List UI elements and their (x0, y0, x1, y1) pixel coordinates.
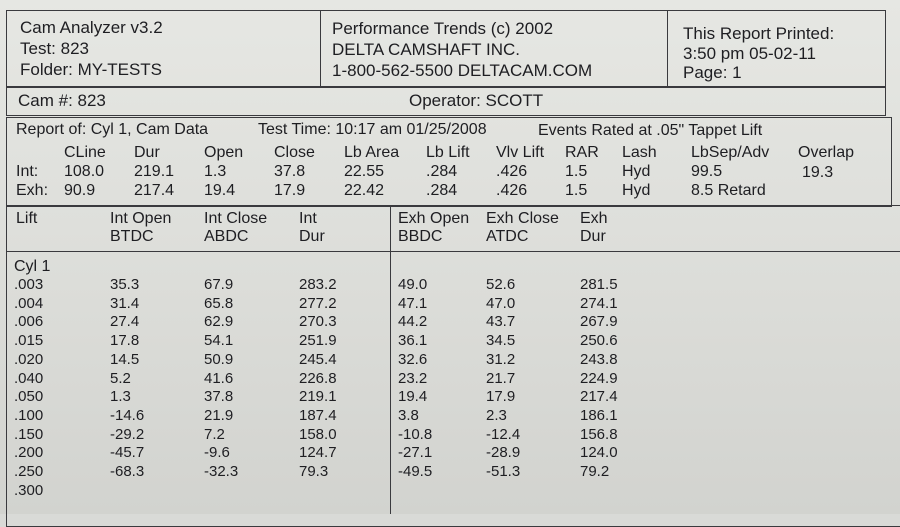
folder-name: Folder: MY-TESTS (20, 60, 163, 79)
table-header-rule (7, 251, 900, 252)
table-col-header: Int Close (204, 210, 268, 227)
table-col-subheader: ATDC (486, 228, 529, 245)
table-cell: 36.1 (398, 332, 428, 349)
table-cell: -29.2 (110, 426, 145, 443)
table-cell: 219.1 (299, 388, 337, 405)
lift-value: .300 (14, 482, 44, 499)
table-cell: 243.8 (580, 351, 618, 368)
int-value: Hyd (622, 163, 651, 180)
exh-value: 17.9 (274, 182, 306, 199)
printed-time: 3:50 pm 05-02-11 (683, 44, 816, 63)
lift-value: .040 (14, 370, 44, 387)
table-col-header: Exh (580, 210, 608, 227)
table-cell: 50.9 (204, 351, 234, 368)
table-cell: 31.2 (486, 351, 516, 368)
lift-value: .020 (14, 351, 44, 368)
table-cell: 62.9 (204, 313, 234, 330)
table-col-subheader: BBDC (398, 228, 443, 245)
int-row-label: Int: (16, 163, 39, 180)
table-cell: 19.4 (398, 388, 428, 405)
table-col-header: Exh Close (486, 210, 559, 227)
company-line-2: DELTA CAMSHAFT INC. (332, 40, 520, 59)
table-cell: 186.1 (580, 407, 618, 424)
table-cell: 65.8 (204, 295, 234, 312)
lift-value: .150 (14, 426, 44, 443)
table-col-header: Lift (16, 210, 38, 227)
table-cell: 23.2 (398, 370, 428, 387)
table-cell: 158.0 (299, 426, 337, 443)
table-cell: 187.4 (299, 407, 337, 424)
table-col-subheader: BTDC (110, 228, 154, 245)
table-cell: 67.9 (204, 276, 234, 293)
table-cell: -27.1 (398, 444, 433, 461)
table-cell: 43.7 (486, 313, 516, 330)
table-cell: 14.5 (110, 351, 140, 368)
int-exh-divider (390, 206, 391, 514)
lift-value: .006 (14, 313, 44, 330)
table-cell: 5.2 (110, 370, 131, 387)
app-name: Cam Analyzer v3.2 (20, 18, 163, 37)
table-cell: -49.5 (398, 463, 433, 480)
lift-value: .015 (14, 332, 44, 349)
table-cell: 47.1 (398, 295, 428, 312)
table-cell: -9.6 (204, 444, 230, 461)
table-cell: 124.0 (580, 444, 618, 461)
table-cell: 79.2 (580, 463, 610, 480)
company-line-1: Performance Trends (c) 2002 (332, 19, 554, 38)
table-cell: 32.6 (398, 351, 428, 368)
page-number: Page: 1 (683, 63, 742, 82)
table-cell: 1.3 (110, 388, 131, 405)
lift-value: .003 (14, 276, 44, 293)
table-cell: 224.9 (580, 370, 618, 387)
table-cell: 41.6 (204, 370, 234, 387)
table-cell: 251.9 (299, 332, 337, 349)
table-cell: 54.1 (204, 332, 234, 349)
table-cell: 47.0 (486, 295, 516, 312)
lift-value: .200 (14, 444, 44, 461)
table-cell: 27.4 (110, 313, 140, 330)
printed-label: This Report Printed: (683, 24, 835, 43)
table-cell: 283.2 (299, 276, 337, 293)
table-cell: 44.2 (398, 313, 428, 330)
table-cell: 7.2 (204, 426, 225, 443)
summary-col-header: LbSep/Adv (691, 144, 770, 161)
test-id: Test: 823 (20, 39, 89, 58)
cylinder-label: Cyl 1 (14, 258, 51, 275)
int-value: 37.8 (274, 163, 306, 180)
table-cell: -28.9 (486, 444, 521, 461)
summary-col-header: Overlap (798, 144, 855, 161)
exh-value: 1.5 (565, 182, 588, 199)
int-value: .284 (426, 163, 458, 180)
exh-value: 217.4 (134, 182, 175, 199)
summary-col-header: Lb Area (344, 144, 400, 161)
table-cell: 35.3 (110, 276, 140, 293)
table-cell: -51.3 (486, 463, 521, 480)
summary-col-header: Lb Lift (426, 144, 470, 161)
summary-col-header: RAR (565, 144, 599, 161)
table-cell: 17.9 (486, 388, 516, 405)
table-cell: 34.5 (486, 332, 516, 349)
table-cell: 124.7 (299, 444, 337, 461)
table-cell: 49.0 (398, 276, 428, 293)
table-cell: -12.4 (486, 426, 521, 443)
table-cell: 156.8 (580, 426, 618, 443)
int-value: 219.1 (134, 163, 175, 180)
table-cell: 270.3 (299, 313, 337, 330)
summary-col-header: Dur (134, 144, 160, 161)
events-rated: Events Rated at .05" Tappet Lift (538, 122, 763, 139)
table-col-header: Exh Open (398, 210, 470, 227)
table-cell: 21.7 (486, 370, 516, 387)
table-col-header: Int Open (110, 210, 172, 227)
table-cell: 217.4 (580, 388, 618, 405)
table-cell: -14.6 (110, 407, 145, 424)
table-cell: 226.8 (299, 370, 337, 387)
int-value: 22.55 (344, 163, 385, 180)
table-cell: 37.8 (204, 388, 234, 405)
lift-value: .100 (14, 407, 44, 424)
table-col-subheader: Dur (299, 228, 325, 245)
test-time: Test Time: 10:17 am 01/25/2008 (258, 121, 487, 138)
header-divider-left (320, 11, 321, 87)
exh-value: 90.9 (64, 182, 96, 199)
int-value: 1.5 (565, 163, 588, 180)
table-cell: 274.1 (580, 295, 618, 312)
exh-value: Hyd (622, 182, 651, 199)
table-cell: -45.7 (110, 444, 145, 461)
table-cell: 245.4 (299, 351, 337, 368)
table-cell: 250.6 (580, 332, 618, 349)
operator: Operator: SCOTT (409, 91, 544, 110)
table-cell: 277.2 (299, 295, 337, 312)
table-cell: 79.3 (299, 463, 329, 480)
company-line-3: 1-800-562-5500 DELTACAM.COM (332, 61, 593, 80)
cam-number: Cam #: 823 (18, 91, 106, 110)
table-cell: 2.3 (486, 407, 507, 424)
report-of: Report of: Cyl 1, Cam Data (16, 121, 209, 138)
exh-row-label: Exh: (16, 182, 49, 199)
table-cell: -10.8 (398, 426, 433, 443)
table-col-subheader: Dur (580, 228, 606, 245)
table-cell: 52.6 (486, 276, 516, 293)
table-col-header: Int (299, 210, 317, 227)
summary-col-header: Close (274, 144, 315, 161)
exh-value: 22.42 (344, 182, 385, 199)
int-value: .426 (496, 163, 528, 180)
table-cell: 281.5 (580, 276, 618, 293)
exh-value: 19.4 (204, 182, 236, 199)
table-cell: -32.3 (204, 463, 239, 480)
int-value: 99.5 (691, 163, 723, 180)
table-cell: 31.4 (110, 295, 140, 312)
exh-value: .426 (496, 182, 528, 199)
exh-value: .284 (426, 182, 458, 199)
lift-value: .050 (14, 388, 44, 405)
table-cell: -68.3 (110, 463, 145, 480)
table-col-subheader: ABDC (204, 228, 249, 245)
exh-value: 8.5 Retard (691, 182, 766, 199)
summary-col-header: Open (204, 144, 244, 161)
summary-col-header: Lash (622, 144, 657, 161)
int-value: 108.0 (64, 163, 105, 180)
table-cell: 17.8 (110, 332, 140, 349)
table-cell: 3.8 (398, 407, 419, 424)
lift-value: .004 (14, 295, 44, 312)
table-cell: 21.9 (204, 407, 234, 424)
int-overlap: 19.3 (802, 164, 834, 181)
int-value: 1.3 (204, 163, 227, 180)
header-divider-right (667, 11, 668, 87)
summary-col-header: CLine (64, 144, 106, 161)
lift-value: .250 (14, 463, 44, 480)
table-cell: 267.9 (580, 313, 618, 330)
summary-col-header: Vlv Lift (496, 144, 545, 161)
